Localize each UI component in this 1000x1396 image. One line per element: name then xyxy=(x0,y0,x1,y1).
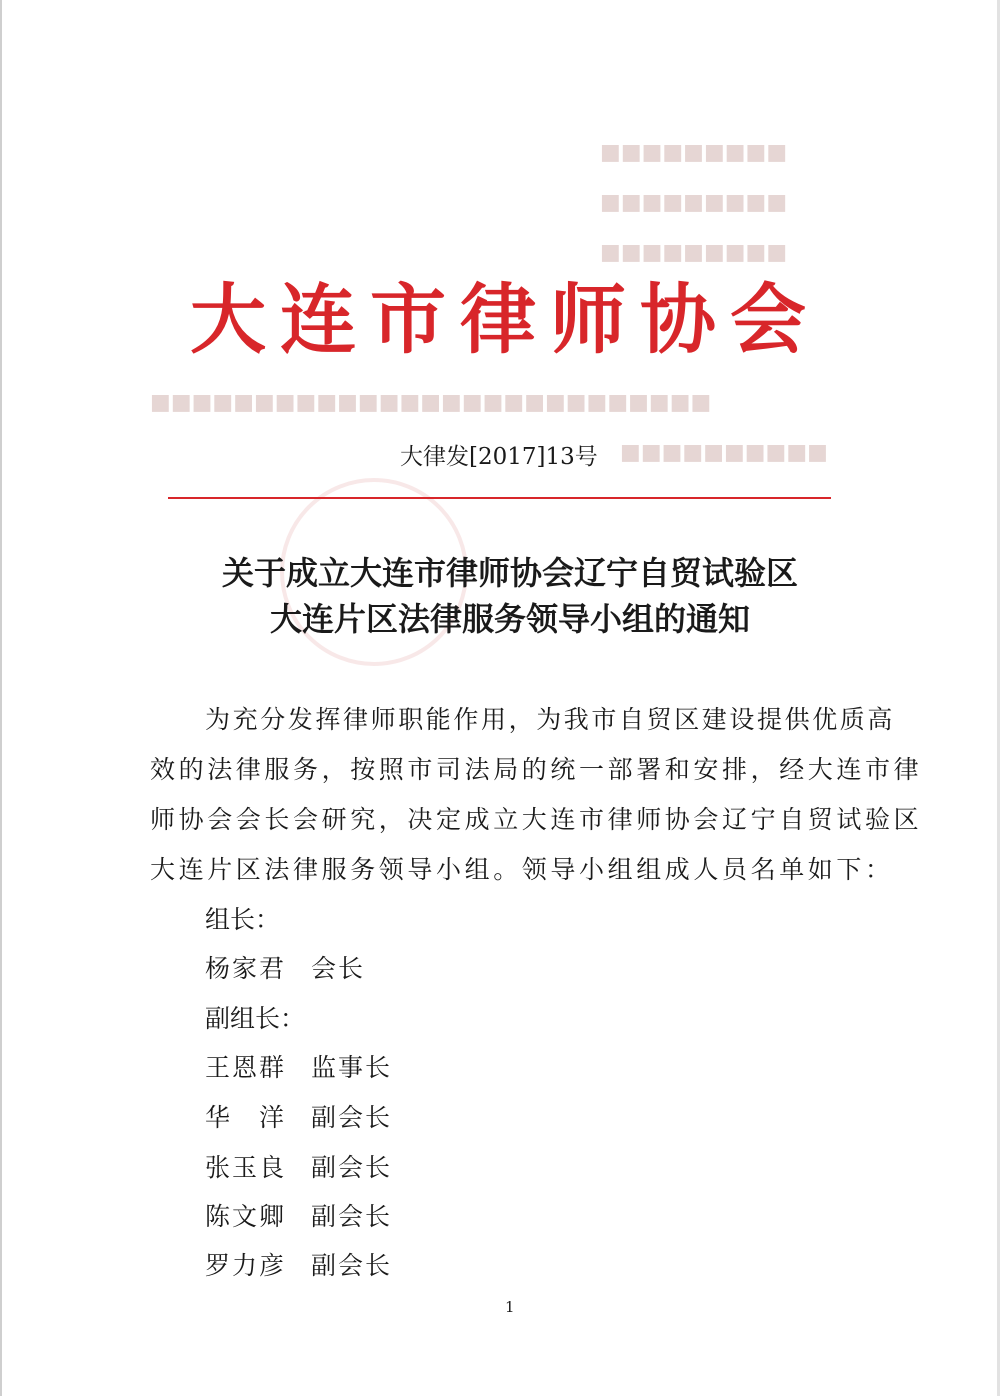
member-name: 杨家君 xyxy=(205,954,287,983)
org-name-heading: 大连市律师协会 xyxy=(190,275,820,364)
member-name: 张玉良 xyxy=(205,1153,287,1182)
bleed-through-text: ■■■■■■■■■ xyxy=(600,240,788,265)
deputy-label: 副组长： xyxy=(205,1004,306,1033)
member-name: 华 洋 xyxy=(205,1103,287,1132)
member-role: 监事长 xyxy=(311,1053,393,1082)
leader-label: 组长： xyxy=(205,905,281,934)
member-name: 王恩群 xyxy=(205,1053,287,1082)
deputy-entry xyxy=(205,1246,392,1282)
bleed-through-text: ■■■■■■■■■■■■■■■■■■■■■■■■■■■ xyxy=(150,390,712,415)
member-name: 陈文卿 xyxy=(205,1202,287,1231)
deputy-entry xyxy=(205,1197,392,1233)
member-role: 副会长 xyxy=(311,1153,393,1182)
deputy-entry xyxy=(205,1148,392,1184)
document-number: 大律发[2017]13号 xyxy=(400,444,598,470)
body-paragraph-line: 为充分发挥律师职能作用，为我市自贸区建设提供优质高 xyxy=(205,705,896,734)
member-role: 副会长 xyxy=(311,1251,393,1280)
bleed-through-text: ■■■■■■■■■ xyxy=(600,140,788,165)
member-role: 副会长 xyxy=(311,1103,393,1132)
red-divider xyxy=(168,497,831,499)
body-paragraph-line: 效的法律服务，按照市司法局的统一部署和安排，经大连市律 xyxy=(150,755,923,784)
notice-title-line-1: 关于成立大连市律师协会辽宁自贸试验区 xyxy=(221,554,798,592)
body-paragraph-line: 师协会会长会研究，决定成立大连市律师协会辽宁自贸试验区 xyxy=(150,805,923,834)
page-number: 1 xyxy=(505,1298,515,1316)
notice-title-line-2: 大连片区法律服务领导小组的通知 xyxy=(269,600,750,638)
leader-entry xyxy=(205,949,365,985)
deputy-entry xyxy=(205,1098,392,1134)
member-role: 副会长 xyxy=(311,1202,393,1231)
member-name: 罗力彦 xyxy=(205,1251,287,1280)
deputy-entry xyxy=(205,1048,392,1084)
bleed-through-text: ■■■■■■■■■■ xyxy=(620,440,828,465)
bleed-through-text: ■■■■■■■■■ xyxy=(600,190,788,215)
member-role: 会长 xyxy=(311,954,366,983)
body-paragraph-line: 大连片区法律服务领导小组。领导小组组成人员名单如下： xyxy=(150,855,894,884)
